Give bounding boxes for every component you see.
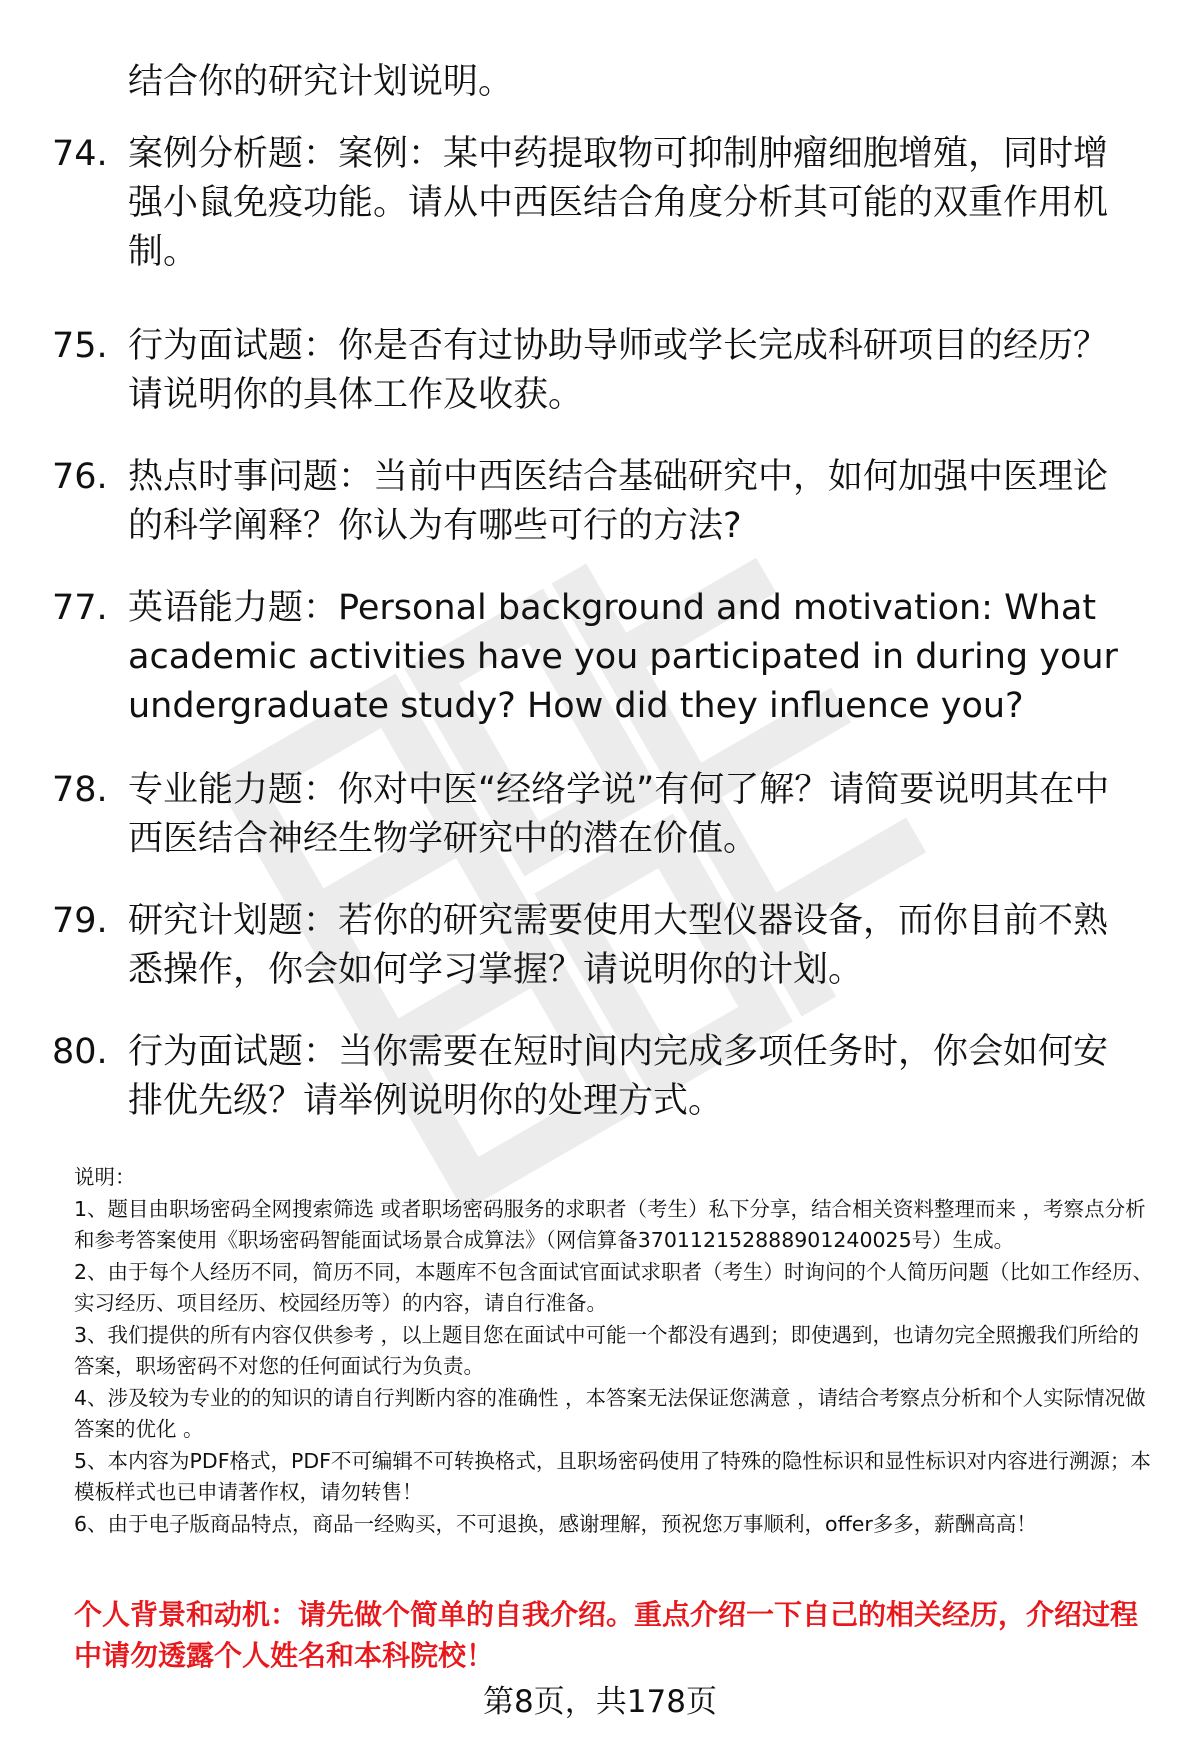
question-number: 74. <box>52 134 108 174</box>
note-item: 6、由于电子版商品特点，商品一经购买，不可退换，感谢理解，预祝您万事顺利，offer多多，薪酬高高！ <box>74 1511 1037 1536</box>
question-79 <box>52 897 1142 995</box>
question-text: 行为面试题：当你需要在短时间内完成多项任务时，你会如何安排优先级？请举例说明你的处理方式。 <box>128 1032 1109 1121</box>
question-number: 76. <box>52 457 108 497</box>
question-number: 79. <box>52 901 108 941</box>
question-number: 75. <box>52 326 108 366</box>
question-number: 78. <box>52 770 108 810</box>
question-78 <box>52 766 1142 864</box>
notes-section <box>74 1162 1154 1540</box>
note-item: 5、本内容为PDF格式，PDF不可编辑不可转换格式，且职场密码使用了特殊的隐性标识和显性标识对内容进行溯源；本模板样式也已申请著作权，请勿转售！ <box>74 1448 1151 1504</box>
question-80 <box>52 1028 1142 1126</box>
question-text: 行为面试题：你是否有过协助导师或学长完成科研项目的经历？请说明你的具体工作及收获。 <box>128 326 1109 415</box>
question-text: 案例分析题：案例：某中药提取物可抑制肿瘤细胞增殖，同时增强小鼠免疫功能。请从中西医结合角度分析其可能的双重作用机制。 <box>128 134 1109 272</box>
question-number: 77. <box>52 588 108 628</box>
question-75 <box>52 322 1142 420</box>
note-item: 1、题目由职场密码全网搜索筛选 或者职场密码服务的求职者（考生）私下分享，结合相关资料整理而来 ，考察点分析和参考答案使用《职场密码智能面试场景合成算法》（网信算备370112152888901240025号）生成。 <box>74 1196 1146 1252</box>
note-item: 4、涉及较为专业的的知识的请自行判断内容的准确性 ，本答案无法保证您满意 ，请结合考察点分析和个人实际情况做答案的优化 。 <box>74 1385 1146 1441</box>
question-text: 专业能力题：你对中医“经络学说”有何了解？请简要说明其在中西医结合神经生物学研究中的潜在价值。 <box>128 770 1110 859</box>
question-73-continuation: 结合你的研究计划说明。 <box>128 62 514 102</box>
notes-title: 说明： <box>74 1165 136 1189</box>
page-number: 第8页，共178页 <box>483 1684 717 1720</box>
question-77 <box>52 584 1142 731</box>
question-74 <box>52 130 1142 277</box>
question-text: 研究计划题：若你的研究需要使用大型仪器设备，而你目前不熟悉操作，你会如何学习掌握？请说明你的计划。 <box>128 901 1109 990</box>
note-item: 3、我们提供的所有内容仅供参考 ，以上题目您在面试中可能一个都没有遇到；即使遇到，也请勿完全照搬我们所给的答案，职场密码不对您的任何面试行为负责。 <box>74 1322 1140 1378</box>
question-number: 80. <box>52 1032 108 1072</box>
highlight-question: 个人背景和动机：请先做个简单的自我介绍。重点介绍一下自己的相关经历，介绍过程中请勿透露个人姓名和本科院校！ <box>74 1598 1139 1672</box>
question-76 <box>52 453 1142 551</box>
note-item: 2、由于每个人经历不同，简历不同，本题库不包含面试官面试求职者（考生）时询问的个人简历问题（比如工作经历、实习经历、项目经历、校园经历等）的内容，请自行准备。 <box>74 1259 1154 1315</box>
question-text: 英语能力题：Personal background and motivation: What academic activities have you participated in during your undergraduate study? How did they influence you? <box>128 588 1118 726</box>
question-text: 热点时事问题：当前中西医结合基础研究中，如何加强中医理论的科学阐释？你认为有哪些可行的方法? <box>128 457 1109 546</box>
